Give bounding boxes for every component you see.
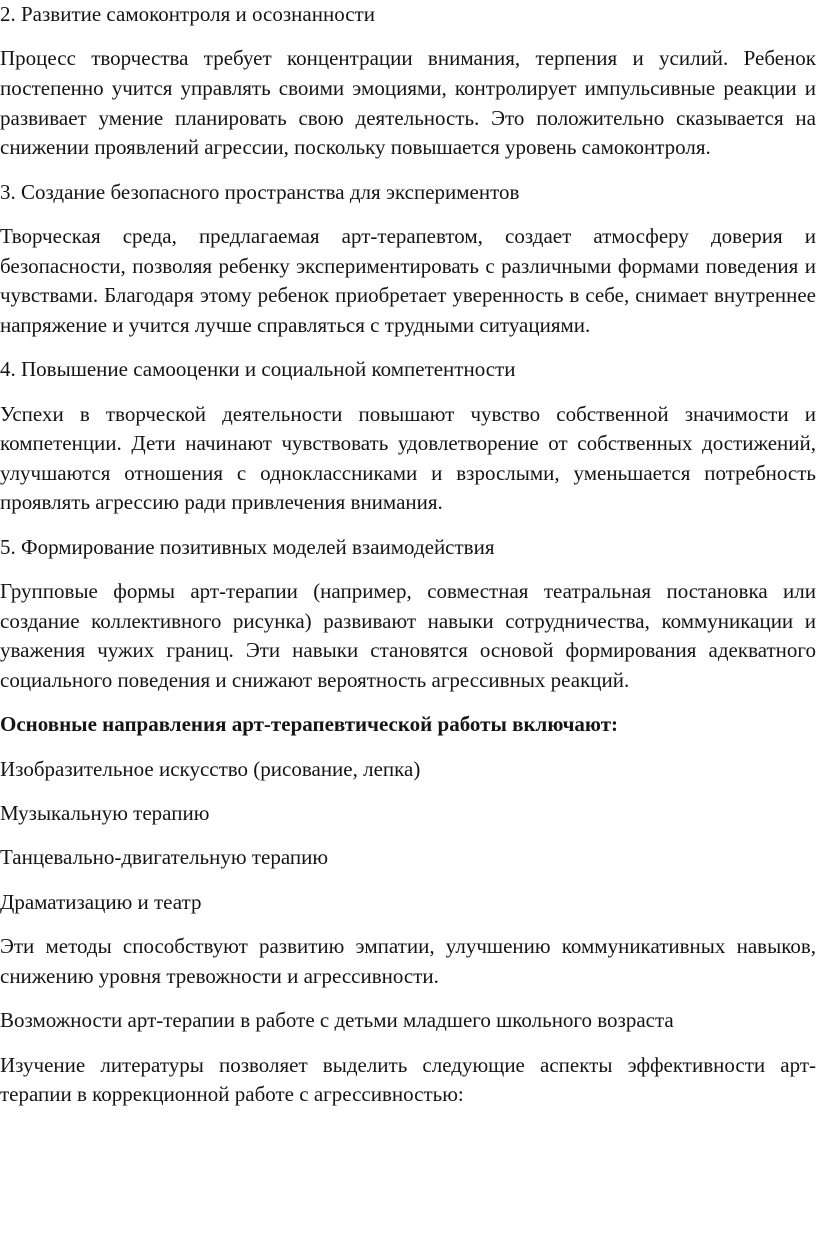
paragraph-gap: [0, 740, 816, 755]
paragraph-safe-space: Творческая среда, предлагаемая арт-терапевтом, создает атмосферу доверия и безопасности, позволяя ребенку экспериментировать с различными формами поведения и чувствами. Благодаря этому ребенок приобретает уверенность в себе, снимает внутреннее напряжение и учится лучше справляться с трудными ситуациями.: [0, 223, 816, 337]
paragraph-gap: [0, 340, 816, 355]
paragraph-gap: [0, 30, 816, 45]
section-heading-self-control: 2. Развитие самоконтроля и осознанности: [0, 2, 375, 26]
paragraph-self-control: Процесс творчества требует концентрации внимания, терпения и усилий. Ребенок постепенно учится управлять своими эмоциями, контролирует импульсивные реакции и развивает умение планировать свою деятельность. Это положительно сказывается на снижении проявлений агрессии, поскольку повышается уровень самоконтроля.: [0, 46, 816, 160]
paragraph-gap: [0, 784, 816, 799]
section-heading-safe-space: 3. Создание безопасного пространства для экспериментов: [0, 179, 520, 204]
section-heading-positive-models: 5. Формирование позитивных моделей взаимодействия: [0, 534, 495, 559]
bold-heading-main-directions: Основные направления арт-терапевтической работы включают:: [0, 712, 619, 737]
paragraph-gap: [0, 562, 816, 577]
paragraph-self-esteem: Успехи в творческой деятельности повышают чувство собственной значимости и компетенции. Дети начинают чувствовать удовлетворение от собственных достижений, улучшаются отношения с одноклассниками и взрослыми, уменьшается потребность проявлять агрессию ради привлечения внимания.: [0, 401, 816, 515]
section-heading-possibilities: Возможности арт-терапии в работе с детьми младшего школьного возраста: [0, 1008, 674, 1033]
paragraph-gap: [0, 829, 816, 844]
list-item-music-therapy: Музыкальную терапию: [0, 801, 210, 826]
paragraph-gap: [0, 518, 816, 533]
paragraph-gap: [0, 163, 816, 178]
paragraph-gap: [0, 1036, 816, 1051]
paragraph-methods-effect: Эти методы способствуют развитию эмпатии, улучшению коммуникативных навыков, снижению уровня тревожности и агрессивности.: [0, 934, 816, 988]
list-item-dance-therapy: Танцевально-двигательную терапию: [0, 845, 329, 870]
section-heading-self-esteem: 4. Повышение самооценки и социальной компетентности: [0, 357, 516, 382]
paragraph-gap: [0, 385, 816, 400]
paragraph-gap: [0, 695, 816, 710]
paragraph-positive-models: Групповые формы арт-терапии (например, совместная театральная постановка или создание коллективного рисунка) развивают навыки сотрудничества, коммуникации и уважения чужих границ. Эти навыки становятся основой формирования адекватного социального поведения и снижают вероятность агрессивных реакций.: [0, 579, 816, 692]
paragraph-gap: [0, 917, 816, 932]
list-item-visual-art: Изобразительное искусство (рисование, лепка): [0, 756, 421, 781]
paragraph-literature-study: Изучение литературы позволяет выделить следующие аспекты эффективности арт-терапии в коррекционной работе с агрессивностью:: [0, 1052, 816, 1107]
paragraph-gap: [0, 991, 816, 1006]
paragraph-gap: [0, 207, 816, 222]
paragraph-gap: [0, 873, 816, 888]
list-item-drama-theatre: Драматизацию и театр: [0, 889, 202, 914]
